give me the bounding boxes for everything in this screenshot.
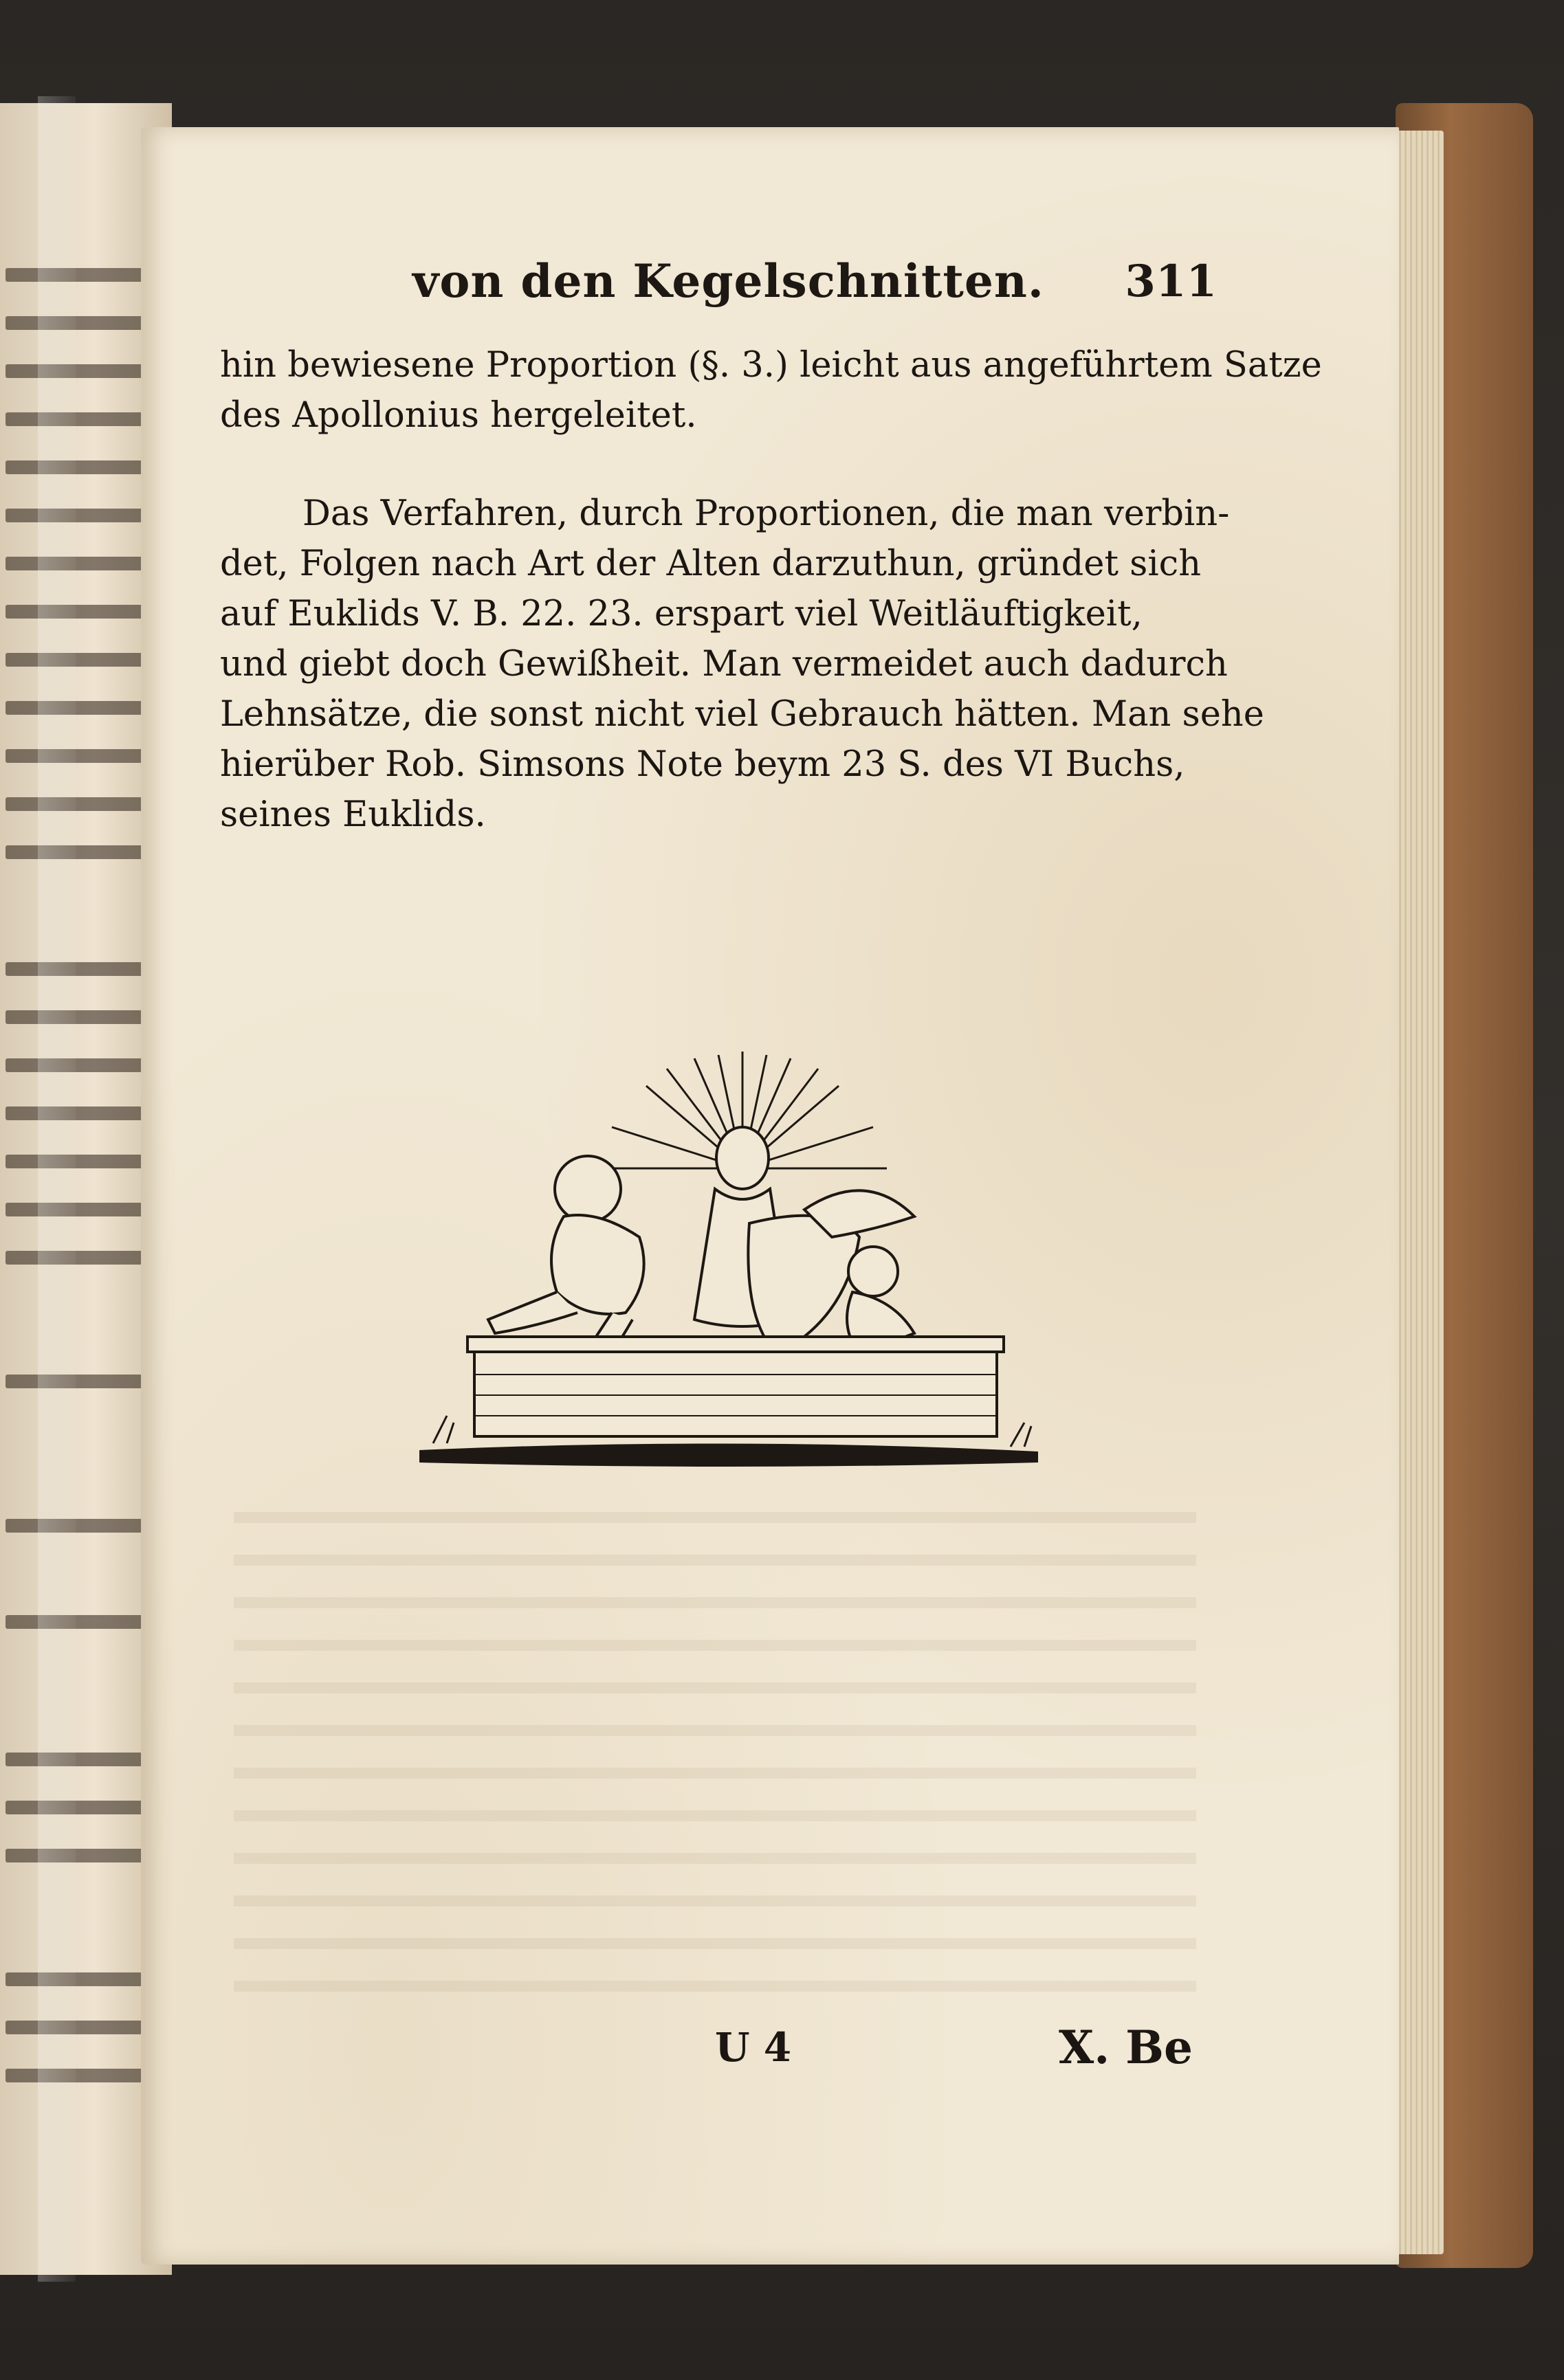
holding-strap bbox=[38, 96, 76, 2282]
catchword: X. Be bbox=[1059, 2021, 1193, 2074]
cherubs-vignette-icon bbox=[419, 1031, 1038, 1484]
text-line: seines Euklids. bbox=[220, 794, 486, 835]
text-line: Das Verfahren, durch Proportionen, die man verbin- bbox=[302, 493, 1230, 534]
text-line: des Apollonius hergeleitet. bbox=[220, 395, 697, 436]
text-line: hin bewiesene Proportion (§. 3.) leicht aus angeführtem Satze bbox=[220, 345, 1322, 386]
text-line: Lehnsätze, die sonst nicht viel Gebrauch hätten. Man sehe bbox=[220, 694, 1264, 735]
signature-mark: U 4 bbox=[715, 2024, 792, 2071]
body-text bbox=[220, 340, 1322, 840]
show-through-text bbox=[234, 1512, 1196, 1993]
text-line: hierüber Rob. Simsons Note beym 23 S. des VI Buchs, bbox=[220, 744, 1185, 785]
text-line: und giebt doch Gewißheit. Man vermeidet auch dadurch bbox=[220, 644, 1228, 685]
page-number: 311 bbox=[1125, 256, 1217, 307]
running-head: von den Kegelschnitten. bbox=[412, 254, 1044, 308]
text-line: auf Euklids V. B. 22. 23. erspart viel Weitläuftigkeit, bbox=[220, 594, 1143, 634]
text-line: det, Folgen nach Art der Alten darzuthun, gründet sich bbox=[220, 544, 1202, 584]
